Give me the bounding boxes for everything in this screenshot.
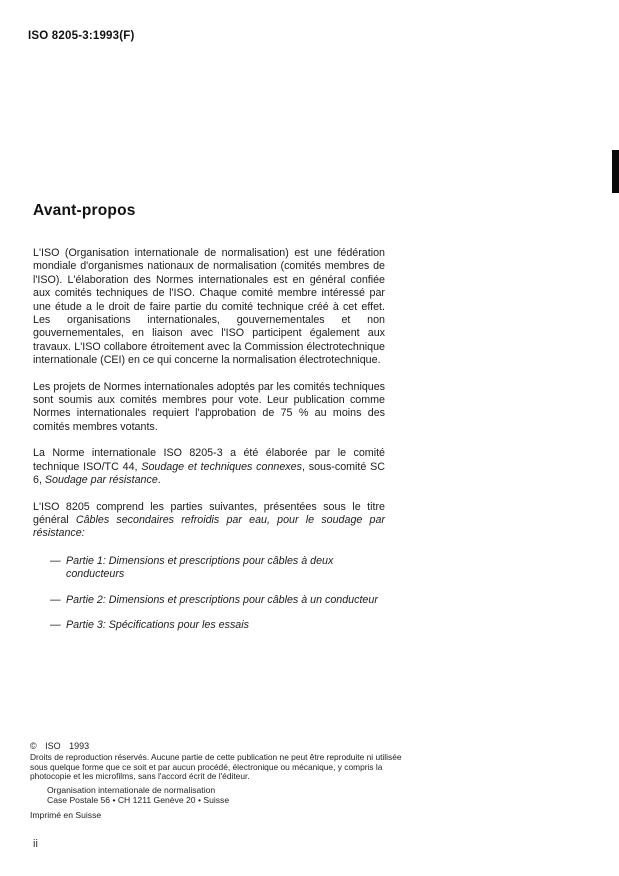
copyright-line: © ISO 1993	[30, 741, 90, 751]
paragraph-text: , sous-comité SC 6,	[33, 460, 386, 487]
paragraph-iso-federation	[33, 247, 385, 368]
page-number: ii	[33, 838, 38, 850]
rights-notice: Droits de reproduction réservés. Aucune partie de cette publication ne peut être reproduite ni utilisée sous quelque forme que ce soit et par aucun procédé, électronique ou mécanique, y compris la photocopie et les microfilms, sans l'accord écrit de l'éditeur.	[30, 752, 402, 782]
paragraph-text: L'ISO (Organisation internationale de normalisation) est une fédération mondiale d'organismes nationaux de normalisation (comités membres de l'ISO). L'élaboration des Normes internationales est en général confiée aux comités techniques de l'ISO. Chaque comité membre intéressé par une étude a le droit de faire partie du comité technique créé à cet effet. Les organisations internationales, gouvernementales et non gouvernementales, en liaison avec l'ISO participent également aux travaux. L'ISO collabore étroitement avec la Commission électrotechnique internationale (CEI) en ce qui concerne la normalisation électrotechnique.	[33, 247, 385, 367]
list-item-part2	[50, 594, 385, 607]
paragraph-committee	[33, 447, 385, 487]
paragraph-draft-approval	[33, 381, 385, 435]
list-item-dash: —	[50, 593, 61, 606]
parts-list	[33, 555, 385, 633]
list-item-text: Partie 1: Dimensions et prescriptions pour câbles à deux conducteurs	[66, 554, 334, 581]
list-item-dash: —	[50, 618, 61, 631]
subcommittee-title-italic: Soudage par résistance	[44, 474, 158, 487]
committee-title-italic: Soudage et techniques connexes	[141, 460, 302, 473]
paragraph-text: La Norme internationale ISO 8205-3 a été élaborée par le comité technique ISO/TC 44,	[33, 447, 385, 473]
list-item-text: Partie 3: Spécifications pour les essais	[66, 618, 249, 631]
publisher-address: Case Postale 56 • CH 1211 Genève 20 • Suisse	[47, 794, 230, 805]
copyright-block	[30, 741, 415, 820]
list-item-part1	[50, 555, 385, 582]
section-title: Avant-propos	[33, 202, 136, 219]
foreword-section	[33, 202, 385, 644]
printed-in-notice: Imprimé en Suisse	[30, 809, 102, 820]
paragraph-parts-intro	[33, 501, 385, 541]
publisher-name: Organisation internationale de normalisation	[47, 784, 216, 795]
paragraph-text: .	[157, 474, 161, 487]
series-title-italic: Câbles secondaires refroidis par eau, pour le soudage par résistance:	[33, 513, 386, 540]
paragraph-text: L'ISO 8205 comprend les parties suivantes, présentées sous le titre général	[33, 500, 385, 526]
publisher-info	[47, 785, 415, 805]
paragraph-text: Les projets de Normes internationales adoptés par les comités techniques sont soumis aux comités membres pour vote. Leur publication comme Normes internationales requiert l'approbation de 75 % au moins des comités membres votants.	[33, 380, 385, 433]
list-item-text: Partie 2: Dimensions et prescriptions pour câbles à un conducteur	[66, 593, 378, 606]
header-standard-reference: ISO 8205-3:1993(F)	[28, 30, 135, 42]
list-item-dash: —	[50, 554, 61, 567]
scan-artifact-bar	[612, 150, 619, 193]
list-item-part3	[50, 619, 385, 632]
